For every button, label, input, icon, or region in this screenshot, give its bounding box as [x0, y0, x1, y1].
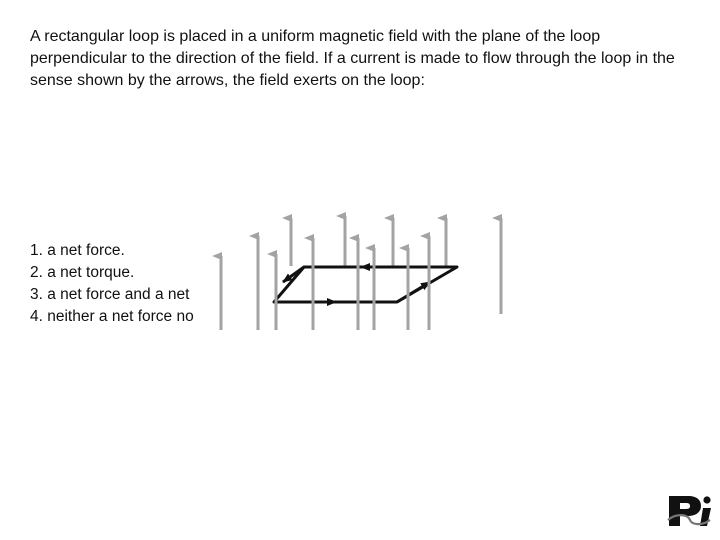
- choice-4: 4. neither a net force no: [30, 308, 194, 325]
- choice-1: 1. a net force.: [30, 242, 125, 259]
- choice-2: 2. a net torque.: [30, 264, 135, 281]
- question-text: A rectangular loop is placed in a uniform magnetic field with the plane of the loop perpendicular to the direction of the field. If a current is made to flow through the loop in the sense shown by the arrows, the field exerts on the loop:: [30, 28, 675, 89]
- answer-choices: [30, 240, 194, 328]
- magnetic-field-loop-figure: [201, 204, 516, 336]
- choice-3: 3. a net force and a net: [30, 286, 190, 303]
- pi-logo: [666, 494, 714, 528]
